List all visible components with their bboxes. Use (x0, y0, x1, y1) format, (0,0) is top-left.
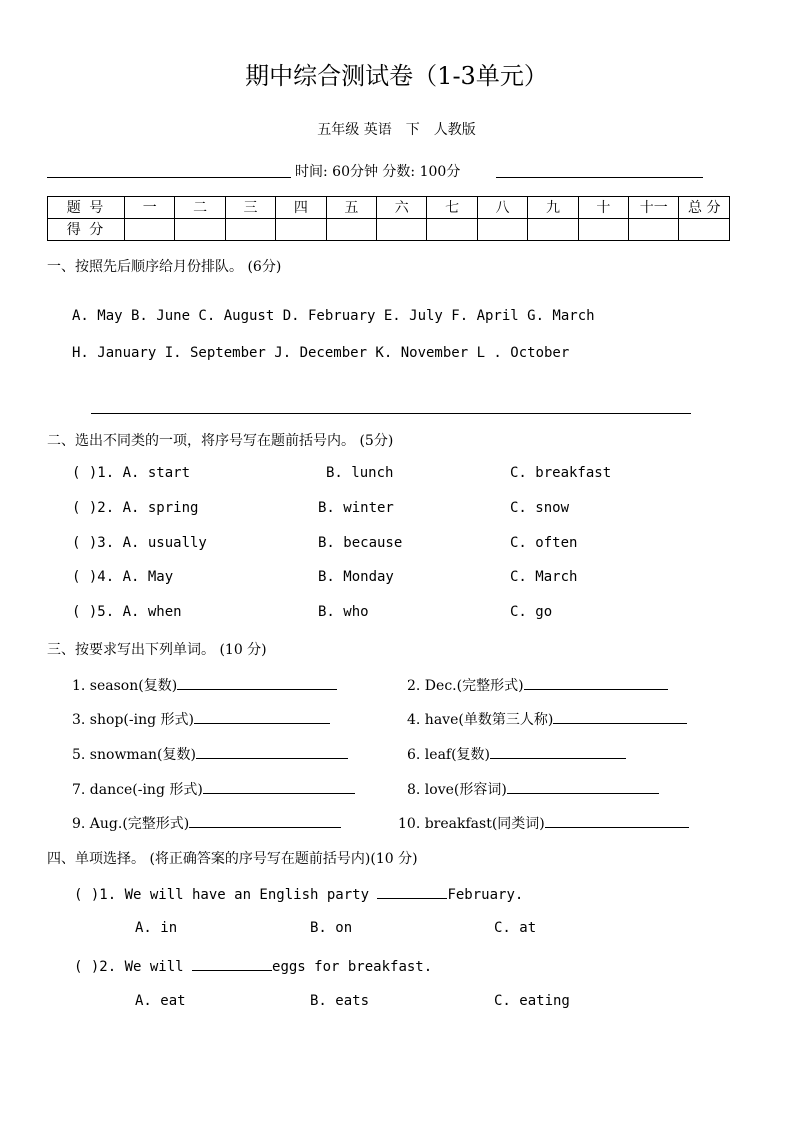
s3-item-9-blank[interactable] (189, 813, 341, 828)
s3-item-6-blank[interactable] (490, 744, 626, 759)
score-cell[interactable] (427, 219, 477, 241)
page-title: 期中综合测试卷（1-3单元） (245, 62, 548, 90)
score-cell[interactable] (225, 219, 275, 241)
score-cell[interactable] (477, 219, 527, 241)
section2-heading: 二、选出不同类的一项，将序号写在题前括号内。 (5分) (47, 433, 394, 449)
s3-item-6-label: 6. leaf(复数) (407, 747, 491, 763)
col-11: 十一 (629, 197, 679, 219)
score-cell[interactable] (175, 219, 225, 241)
s3-item-10 (398, 813, 689, 833)
col-2: 二 (175, 197, 225, 219)
section3-heading: 三、按要求写出下列单词。 (10 分) (47, 642, 267, 658)
s4-q1-b: B. on (310, 920, 353, 936)
section1-heading: 一、按照先后顺序给月份排队。 (6分) (47, 259, 282, 275)
score-cell[interactable] (276, 219, 326, 241)
s2-q1-c: C. breakfast (510, 465, 612, 481)
s2-q2-prefix: ( )2. A. spring (72, 500, 199, 516)
s2-q4-b: B. Monday (318, 569, 394, 585)
s3-item-1 (72, 675, 337, 695)
col-8: 八 (477, 197, 527, 219)
s2-q5-b: B. who (318, 604, 369, 620)
score-label: 得 分 (48, 219, 125, 241)
s4-q1-blank[interactable] (377, 884, 447, 899)
s3-item-7-blank[interactable] (203, 779, 355, 794)
s3-item-7-label: 7. dance(-ing 形式) (72, 782, 203, 798)
col-3: 三 (225, 197, 275, 219)
s3-item-4-label: 4. have(单数第三人称) (407, 712, 554, 728)
s3-item-8 (407, 779, 659, 799)
col-7: 七 (427, 197, 477, 219)
s4-q1-c: C. at (494, 920, 537, 936)
col-4: 四 (276, 197, 326, 219)
s3-item-2-label: 2. Dec.(完整形式) (407, 678, 524, 694)
s2-q2-b: B. winter (318, 500, 394, 516)
s4-q2-a: A. eat (135, 993, 186, 1009)
score-table (47, 196, 730, 241)
section1-months-line2: H. January I. September J. December K. November L . October (72, 345, 570, 361)
header-label: 题 号 (48, 197, 125, 219)
score-table-header-row (48, 197, 730, 219)
s3-item-2-blank[interactable] (524, 675, 668, 690)
s4-q2-prefix: ( )2. We will (74, 959, 193, 975)
s4-q2 (74, 956, 432, 975)
s3-item-8-label: 8. love(形容词) (407, 782, 507, 798)
s3-item-8-blank[interactable] (507, 779, 659, 794)
s3-item-5-label: 5. snowman(复数) (72, 747, 196, 763)
s3-item-1-blank[interactable] (177, 675, 337, 690)
s2-q3-prefix: ( )3. A. usually (72, 535, 207, 551)
s2-q4-c: C. March (510, 569, 578, 585)
score-cell[interactable] (326, 219, 376, 241)
s4-q1-suffix: February. (447, 887, 524, 903)
s3-item-4-blank[interactable] (553, 709, 687, 724)
s4-q2-b: B. eats (310, 993, 370, 1009)
section1-months-line1: A. May B. June C. August D. February E. July F. April G. March (72, 308, 595, 324)
s3-item-10-blank[interactable] (545, 813, 689, 828)
s4-q2-c: C. eating (494, 993, 570, 1009)
score-cell[interactable] (578, 219, 628, 241)
s2-q2-c: C. snow (510, 500, 570, 516)
score-cell[interactable] (377, 219, 427, 241)
s2-q5-prefix: ( )5. A. when (72, 604, 182, 620)
s3-item-10-label: 10. breakfast(同类词) (398, 816, 545, 832)
col-9: 九 (528, 197, 578, 219)
s3-item-3 (72, 709, 330, 729)
subtitle: 五年级 英语 下 人教版 (317, 122, 476, 138)
score-cell[interactable] (125, 219, 175, 241)
s2-q3-b: B. because (318, 535, 403, 551)
col-5: 五 (326, 197, 376, 219)
score-cell[interactable] (679, 219, 730, 241)
s2-q5-c: C. go (510, 604, 553, 620)
s2-q3-c: C. often (510, 535, 578, 551)
class-line (496, 177, 703, 178)
col-6: 六 (377, 197, 427, 219)
s3-item-6 (407, 744, 626, 764)
section4-heading: 四、单项选择。 (将正确答案的序号写在题前括号内)(10 分) (47, 851, 418, 867)
s3-item-5 (72, 744, 348, 764)
score-table-score-row (48, 219, 730, 241)
s2-q1-prefix: ( )1. A. start (72, 465, 191, 481)
name-line (47, 177, 291, 178)
s3-item-9 (72, 813, 341, 833)
exam-meta: 时间: 60分钟 分数: 100分 (295, 164, 461, 180)
col-1: 一 (125, 197, 175, 219)
score-cell[interactable] (528, 219, 578, 241)
s3-item-2 (407, 675, 668, 695)
section1-answer-line[interactable] (91, 413, 691, 414)
score-cell[interactable] (629, 219, 679, 241)
s3-item-9-label: 9. Aug.(完整形式) (72, 816, 190, 832)
s3-item-5-blank[interactable] (196, 744, 348, 759)
s3-item-7 (72, 779, 355, 799)
s3-item-3-label: 3. shop(-ing 形式) (72, 712, 194, 728)
s3-item-4 (407, 709, 687, 729)
s4-q1-prefix: ( )1. We will have an English party (74, 887, 378, 903)
s4-q2-blank[interactable] (192, 956, 272, 971)
s2-q4-prefix: ( )4. A. May (72, 569, 174, 585)
s2-q1-b: B. lunch (326, 465, 394, 481)
col-total: 总 分 (679, 197, 730, 219)
s4-q2-suffix: eggs for breakfast. (272, 959, 433, 975)
s4-q1 (74, 884, 523, 903)
col-10: 十 (578, 197, 628, 219)
s3-item-3-blank[interactable] (194, 709, 330, 724)
s3-item-1-label: 1. season(复数) (72, 678, 178, 694)
s4-q1-a: A. in (135, 920, 178, 936)
